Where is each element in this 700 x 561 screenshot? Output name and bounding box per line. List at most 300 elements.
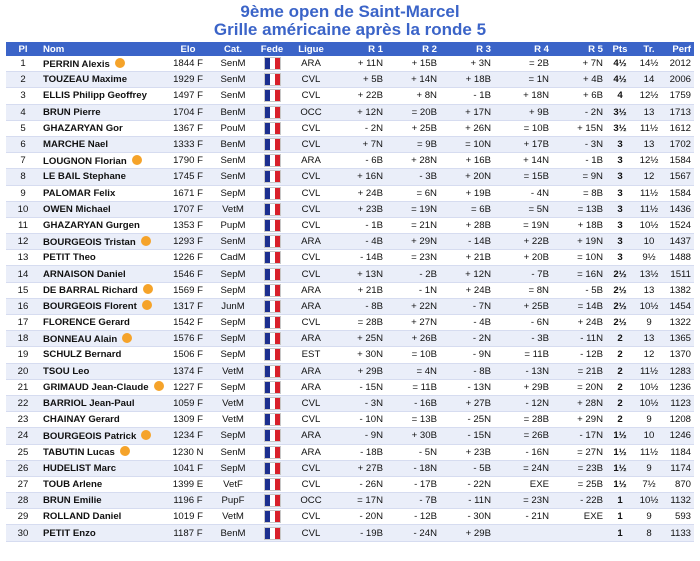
cell-r3: + 28B: [440, 217, 494, 233]
cell-name: [40, 444, 164, 460]
table-row: [6, 525, 694, 541]
cell-r5: + 7N: [552, 56, 606, 72]
cell-perf: 1488: [664, 250, 694, 266]
cell-elo: 1790 F: [164, 153, 212, 169]
france-flag-icon: [264, 268, 281, 281]
cell-name: [40, 234, 164, 250]
cell-pl: 16: [6, 298, 40, 314]
cell-pts: 3: [606, 185, 634, 201]
france-flag-icon: [264, 203, 281, 216]
player-name: LOUGNON Florian: [43, 155, 127, 167]
table-row: [6, 56, 694, 72]
orange-dot-icon: [143, 284, 153, 294]
cell-elo: 1542 F: [164, 315, 212, 331]
player-name: GHAZARYAN Gurgen: [43, 219, 140, 231]
table-row: [6, 250, 694, 266]
cell-r3: + 21B: [440, 250, 494, 266]
cell-pl: 25: [6, 444, 40, 460]
table-row: [6, 136, 694, 152]
cell-r2: - 2B: [386, 266, 440, 282]
france-flag-icon: [264, 219, 281, 232]
player-name: GHAZARYAN Gor: [43, 122, 123, 134]
cell-r1: + 25N: [332, 331, 386, 347]
cell-r1: - 18B: [332, 444, 386, 460]
cell-pl: 28: [6, 493, 40, 509]
cell-pl: 9: [6, 185, 40, 201]
cell-r2: = 10B: [386, 347, 440, 363]
cell-r5: - 5B: [552, 282, 606, 298]
cell-r5: + 18B: [552, 217, 606, 233]
cell-r4: EXE: [494, 476, 552, 492]
header-r1: R 1: [332, 42, 386, 56]
header-pts: Pts: [606, 42, 634, 56]
cell-r2: = 23N: [386, 250, 440, 266]
cell-r4: - 13N: [494, 363, 552, 379]
cell-r3: - 9N: [440, 347, 494, 363]
cell-fede: [254, 363, 290, 379]
cell-r1: + 27B: [332, 460, 386, 476]
cell-elo: 1226 F: [164, 250, 212, 266]
cell-ligue: CVL: [290, 201, 332, 217]
cell-tr: 11½: [634, 120, 664, 136]
table-row: [6, 444, 694, 460]
table-row: [6, 493, 694, 509]
cell-tr: 12½: [634, 153, 664, 169]
cell-name: [40, 428, 164, 444]
cell-pl: 24: [6, 428, 40, 444]
cell-name: [40, 379, 164, 395]
cell-tr: 12: [634, 347, 664, 363]
cell-pl: 5: [6, 120, 40, 136]
cell-ligue: OCC: [290, 104, 332, 120]
cell-name: [40, 315, 164, 331]
cell-fede: [254, 444, 290, 460]
cell-cat: SenM: [212, 72, 254, 88]
cell-r3: - 25N: [440, 412, 494, 428]
player-name: TABUTIN Lucas: [43, 447, 115, 459]
cell-ligue: CVL: [290, 185, 332, 201]
cell-perf: 1370: [664, 347, 694, 363]
cell-ligue: ARA: [290, 363, 332, 379]
cell-r2: = 19N: [386, 201, 440, 217]
cell-r1: - 8B: [332, 298, 386, 314]
player-name: BOURGEOIS Tristan: [43, 236, 136, 248]
cell-r3: - 14B: [440, 234, 494, 250]
cell-r5: - 22B: [552, 493, 606, 509]
cell-r4: = 24N: [494, 460, 552, 476]
cell-r3: - 15N: [440, 428, 494, 444]
france-flag-icon: [264, 106, 281, 119]
cell-cat: SepM: [212, 379, 254, 395]
cell-perf: 1454: [664, 298, 694, 314]
cell-elo: 1309 F: [164, 412, 212, 428]
cell-r3: - 5B: [440, 460, 494, 476]
cell-r1: = 28B: [332, 315, 386, 331]
cell-r1: - 15N: [332, 379, 386, 395]
cell-cat: SenM: [212, 56, 254, 72]
player-name: BRUN Pierre: [43, 106, 101, 118]
cell-r2: - 18N: [386, 460, 440, 476]
cell-tr: 13: [634, 282, 664, 298]
cell-fede: [254, 331, 290, 347]
cell-ligue: CVL: [290, 476, 332, 492]
cell-perf: 1713: [664, 104, 694, 120]
cell-name: [40, 201, 164, 217]
france-flag-icon: [264, 381, 281, 394]
cell-ligue: EST: [290, 347, 332, 363]
cell-pl: 15: [6, 282, 40, 298]
cell-pts: 3: [606, 201, 634, 217]
cell-name: [40, 525, 164, 541]
cell-r4: + 9B: [494, 104, 552, 120]
cell-name: [40, 136, 164, 152]
cell-name: [40, 217, 164, 233]
cell-r3: + 29B: [440, 525, 494, 541]
cell-r5: + 29N: [552, 412, 606, 428]
player-name: SCHULZ Bernard: [43, 349, 122, 361]
cell-r1: + 16N: [332, 169, 386, 185]
cell-r1: - 10N: [332, 412, 386, 428]
cell-cat: CadM: [212, 250, 254, 266]
cell-perf: 1436: [664, 201, 694, 217]
player-name: GRIMAUD Jean-Claude: [43, 382, 149, 394]
france-flag-icon: [264, 527, 281, 540]
cell-cat: PouM: [212, 120, 254, 136]
cell-r4: = 15B: [494, 169, 552, 185]
cell-fede: [254, 217, 290, 233]
cell-r5: + 28N: [552, 395, 606, 411]
table-row: [6, 363, 694, 379]
cell-r1: + 13N: [332, 266, 386, 282]
cell-pts: 1: [606, 509, 634, 525]
cell-r3: + 20N: [440, 169, 494, 185]
orange-dot-icon: [122, 333, 132, 343]
cell-pl: 4: [6, 104, 40, 120]
cell-r5: + 19N: [552, 234, 606, 250]
cell-cat: PupF: [212, 493, 254, 509]
cell-pts: 3: [606, 136, 634, 152]
cell-r3: = 10N: [440, 136, 494, 152]
cell-r1: - 19B: [332, 525, 386, 541]
cell-pts: 3: [606, 169, 634, 185]
cell-tr: 14½: [634, 56, 664, 72]
cell-name: [40, 395, 164, 411]
cell-elo: 1399 E: [164, 476, 212, 492]
cell-pl: 18: [6, 331, 40, 347]
cell-cat: SepM: [212, 460, 254, 476]
cell-pl: 17: [6, 315, 40, 331]
france-flag-icon: [264, 429, 281, 442]
cell-cat: SepM: [212, 428, 254, 444]
cell-r5: [552, 525, 606, 541]
player-name: BOURGEOIS Florent: [43, 301, 137, 313]
cell-elo: 1019 F: [164, 509, 212, 525]
cell-cat: VetM: [212, 412, 254, 428]
cell-ligue: ARA: [290, 234, 332, 250]
cell-elo: 1187 F: [164, 525, 212, 541]
cell-cat: SepM: [212, 185, 254, 201]
cell-r3: + 26N: [440, 120, 494, 136]
cell-cat: BenM: [212, 136, 254, 152]
cell-pts: 3½: [606, 120, 634, 136]
cell-r2: - 7B: [386, 493, 440, 509]
cell-r3: + 18B: [440, 72, 494, 88]
france-flag-icon: [264, 300, 281, 313]
cell-perf: 1174: [664, 460, 694, 476]
table-row: [6, 412, 694, 428]
france-flag-icon: [264, 494, 281, 507]
header-r5: R 5: [552, 42, 606, 56]
cell-pts: 3: [606, 217, 634, 233]
cell-pts: 1½: [606, 476, 634, 492]
cell-perf: 1123: [664, 395, 694, 411]
cell-elo: 1333 F: [164, 136, 212, 152]
cell-r1: + 11N: [332, 56, 386, 72]
cell-r4: + 25B: [494, 298, 552, 314]
cell-pl: 10: [6, 201, 40, 217]
cell-name: [40, 250, 164, 266]
player-name: TSOU Leo: [43, 365, 90, 377]
player-name: TOUZEAU Maxime: [43, 74, 128, 86]
cell-pl: 19: [6, 347, 40, 363]
cell-name: [40, 460, 164, 476]
cell-r1: + 12N: [332, 104, 386, 120]
cell-tr: 10½: [634, 395, 664, 411]
cell-r5: = 9N: [552, 169, 606, 185]
cell-r5: - 1B: [552, 153, 606, 169]
france-flag-icon: [264, 122, 281, 135]
cell-elo: 1317 F: [164, 298, 212, 314]
cell-fede: [254, 493, 290, 509]
cell-name: [40, 120, 164, 136]
cell-tr: 10: [634, 428, 664, 444]
cell-r1: + 24B: [332, 185, 386, 201]
cell-perf: 1584: [664, 153, 694, 169]
cell-pts: 1½: [606, 444, 634, 460]
header-fede: Fede: [254, 42, 290, 56]
cell-elo: 1704 F: [164, 104, 212, 120]
cell-r4: = 28B: [494, 412, 552, 428]
france-flag-icon: [264, 397, 281, 410]
player-name: ARNAISON Daniel: [43, 268, 126, 280]
page-title: [0, 0, 700, 39]
table-row: [6, 234, 694, 250]
france-flag-icon: [264, 73, 281, 86]
table-row: [6, 347, 694, 363]
cell-tr: 9: [634, 509, 664, 525]
cell-pts: 4½: [606, 72, 634, 88]
france-flag-icon: [264, 446, 281, 459]
table-row: [6, 153, 694, 169]
table-row: [6, 169, 694, 185]
orange-dot-icon: [154, 381, 164, 391]
cell-perf: 1246: [664, 428, 694, 444]
header-perf: Perf: [664, 42, 694, 56]
cell-fede: [254, 315, 290, 331]
player-name: BARRIOL Jean-Paul: [43, 398, 135, 410]
cell-name: [40, 412, 164, 428]
cell-fede: [254, 153, 290, 169]
cell-cat: JunM: [212, 298, 254, 314]
player-name: DE BARRAL Richard: [43, 285, 138, 297]
cell-fede: [254, 120, 290, 136]
cell-ligue: CVL: [290, 412, 332, 428]
cell-fede: [254, 266, 290, 282]
table-row: [6, 282, 694, 298]
cell-r1: + 21B: [332, 282, 386, 298]
player-name: MARCHE Nael: [43, 139, 109, 151]
cell-r1: + 5B: [332, 72, 386, 88]
cell-r3: - 2N: [440, 331, 494, 347]
player-name: ELLIS Philipp Geoffrey: [43, 90, 147, 102]
cell-fede: [254, 169, 290, 185]
cell-pl: 23: [6, 412, 40, 428]
cell-r4: - 4N: [494, 185, 552, 201]
cell-r3: - 13N: [440, 379, 494, 395]
cell-r3: + 19B: [440, 185, 494, 201]
cell-pl: 8: [6, 169, 40, 185]
france-flag-icon: [264, 510, 281, 523]
cell-r1: + 22B: [332, 88, 386, 104]
cell-tr: 8: [634, 525, 664, 541]
cell-perf: 1365: [664, 331, 694, 347]
cell-elo: 1059 F: [164, 395, 212, 411]
cell-r2: - 16B: [386, 395, 440, 411]
header-r2: R 2: [386, 42, 440, 56]
header-row: [6, 42, 694, 56]
cell-fede: [254, 234, 290, 250]
cell-r3: + 23B: [440, 444, 494, 460]
cell-fede: [254, 428, 290, 444]
cell-r2: + 8N: [386, 88, 440, 104]
cell-perf: 870: [664, 476, 694, 492]
cell-r5: - 12B: [552, 347, 606, 363]
cell-name: [40, 509, 164, 525]
cell-ligue: CVL: [290, 525, 332, 541]
table-row: [6, 509, 694, 525]
table-row: [6, 395, 694, 411]
cell-r2: = 20B: [386, 104, 440, 120]
cell-perf: 1208: [664, 412, 694, 428]
cell-pts: 3: [606, 250, 634, 266]
cell-r4: = 11B: [494, 347, 552, 363]
player-name: BRUN Emilie: [43, 495, 102, 507]
cell-r3: - 30N: [440, 509, 494, 525]
cell-tr: 11½: [634, 363, 664, 379]
cell-r2: - 17B: [386, 476, 440, 492]
cell-cat: SepM: [212, 282, 254, 298]
cell-name: [40, 476, 164, 492]
cell-tr: 9: [634, 460, 664, 476]
cell-pl: 26: [6, 460, 40, 476]
cell-fede: [254, 201, 290, 217]
cell-tr: 14: [634, 72, 664, 88]
orange-dot-icon: [141, 430, 151, 440]
france-flag-icon: [264, 251, 281, 264]
player-name: FLORENCE Gerard: [43, 317, 130, 329]
cell-r2: = 9B: [386, 136, 440, 152]
cell-ligue: CVL: [290, 266, 332, 282]
cell-elo: 1041 F: [164, 460, 212, 476]
cell-cat: SenM: [212, 234, 254, 250]
orange-dot-icon: [120, 446, 130, 456]
cell-perf: 1524: [664, 217, 694, 233]
cell-r4: - 7B: [494, 266, 552, 282]
cell-perf: 1322: [664, 315, 694, 331]
cell-r1: - 3N: [332, 395, 386, 411]
cell-pts: 1: [606, 493, 634, 509]
cell-r4: - 21N: [494, 509, 552, 525]
cell-cat: SenM: [212, 153, 254, 169]
cell-pts: 4: [606, 88, 634, 104]
cell-r3: - 7N: [440, 298, 494, 314]
cell-cat: VetF: [212, 476, 254, 492]
cell-r2: + 29N: [386, 234, 440, 250]
cell-cat: VetM: [212, 201, 254, 217]
cell-r2: + 15B: [386, 56, 440, 72]
cell-fede: [254, 298, 290, 314]
cell-tr: 11½: [634, 201, 664, 217]
cell-r5: = 23B: [552, 460, 606, 476]
cell-elo: 1353 F: [164, 217, 212, 233]
cell-tr: 10½: [634, 493, 664, 509]
cell-tr: 13: [634, 104, 664, 120]
cell-r4: + 17B: [494, 136, 552, 152]
cell-r5: = 10N: [552, 250, 606, 266]
cell-pts: 2½: [606, 298, 634, 314]
cell-perf: 2006: [664, 72, 694, 88]
cell-cat: SepM: [212, 347, 254, 363]
cell-elo: 1707 F: [164, 201, 212, 217]
cell-cat: VetM: [212, 363, 254, 379]
cell-r2: = 13B: [386, 412, 440, 428]
cell-pl: 27: [6, 476, 40, 492]
cell-r4: = 8N: [494, 282, 552, 298]
cell-r3: - 8B: [440, 363, 494, 379]
cell-fede: [254, 395, 290, 411]
cell-pts: 2: [606, 412, 634, 428]
cell-r4: = 23N: [494, 493, 552, 509]
cell-cat: VetM: [212, 395, 254, 411]
cell-r3: = 6B: [440, 201, 494, 217]
cell-name: [40, 153, 164, 169]
france-flag-icon: [264, 316, 281, 329]
cell-r2: - 1N: [386, 282, 440, 298]
cell-r5: = 25B: [552, 476, 606, 492]
cell-pl: 12: [6, 234, 40, 250]
cell-tr: 9½: [634, 250, 664, 266]
cell-r5: - 11N: [552, 331, 606, 347]
cell-tr: 10: [634, 234, 664, 250]
cell-fede: [254, 379, 290, 395]
cell-tr: 9: [634, 315, 664, 331]
cell-pl: 6: [6, 136, 40, 152]
cell-name: [40, 72, 164, 88]
cell-r2: = 11B: [386, 379, 440, 395]
cell-pl: 22: [6, 395, 40, 411]
table-row: [6, 120, 694, 136]
cell-perf: 593: [664, 509, 694, 525]
cell-perf: 1511: [664, 266, 694, 282]
cell-cat: BenM: [212, 104, 254, 120]
cell-elo: 1497 F: [164, 88, 212, 104]
player-name: LE BAIL Stephane: [43, 171, 126, 183]
cell-r5: - 2N: [552, 104, 606, 120]
cell-perf: 1184: [664, 444, 694, 460]
cell-ligue: ARA: [290, 444, 332, 460]
cell-r1: - 4B: [332, 234, 386, 250]
cell-fede: [254, 185, 290, 201]
